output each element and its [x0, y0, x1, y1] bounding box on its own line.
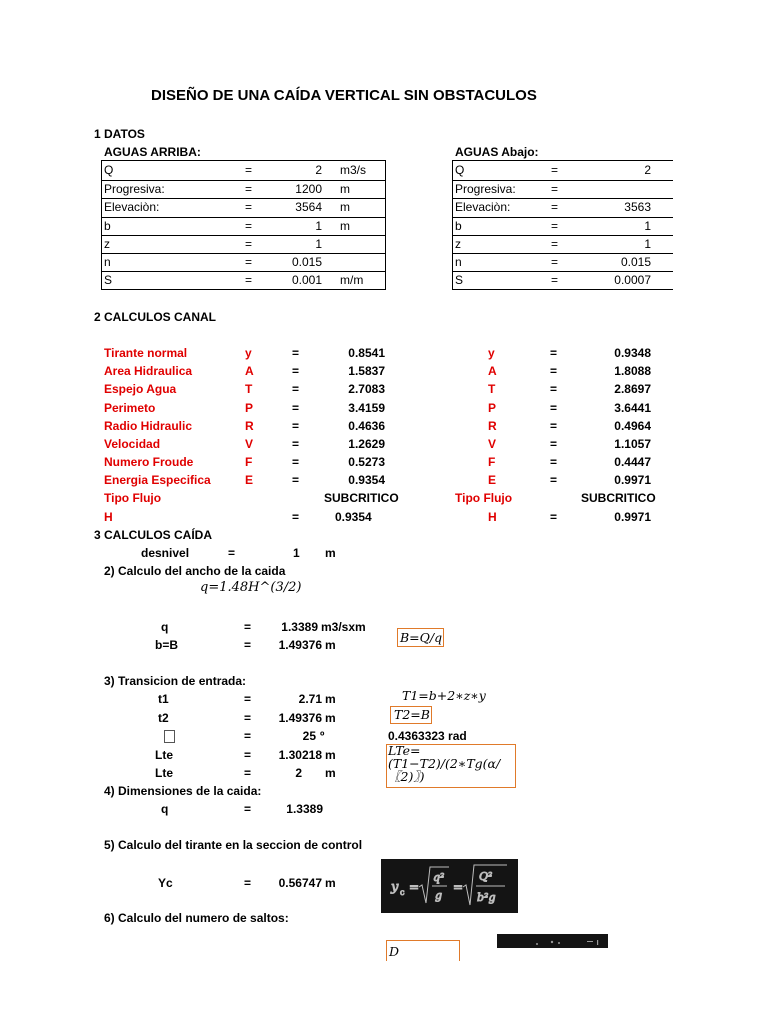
q4-value: 1.3389 — [286, 802, 323, 816]
calc-equals-abajo: = — [550, 346, 558, 360]
svg-text:=: = — [453, 880, 464, 894]
row-equals: = — [245, 163, 253, 177]
h-symbol-abajo: H — [488, 510, 497, 524]
svg-text:b²g: b²g — [477, 891, 496, 904]
calc-label: Radio Hidraulic — [104, 418, 193, 433]
row-label: Progresiva: — [104, 182, 165, 197]
q4-label: q — [161, 802, 169, 816]
row-value: 0.001 — [291, 273, 322, 288]
calc-equals: = — [292, 346, 300, 360]
svg-text:q²: q² — [433, 871, 445, 884]
t1-unit: m — [325, 692, 336, 706]
table-row — [102, 271, 385, 290]
calc-equals: = — [292, 455, 300, 470]
t1-equals: = — [244, 692, 252, 706]
calc-symbol: V — [245, 437, 254, 451]
row-value: 2 — [315, 163, 322, 177]
desnivel-equals: = — [228, 546, 236, 560]
formula-q: q=1.48H^(3/2) — [200, 580, 302, 595]
row-label: Elevaciòn: — [104, 200, 160, 215]
h-value-abajo: 0.9971 — [614, 510, 651, 524]
formula-lte-line3: 〖2)〗) — [388, 769, 425, 784]
section-2-heading: 2 CALCULOS CANAL — [94, 310, 216, 324]
row-label: S — [455, 273, 464, 288]
calc-symbol: P — [245, 400, 254, 415]
calc-value: 0.5273 — [348, 455, 385, 470]
row-label: n — [104, 255, 111, 269]
calc-symbol: E — [245, 473, 254, 488]
row-equals: = — [551, 182, 559, 197]
calc-value: 1.2629 — [348, 437, 385, 451]
calc-equals-abajo: = — [550, 437, 558, 451]
yc-unit: m — [325, 876, 336, 890]
calc-label: Numero Froude — [104, 455, 194, 470]
calc-symbol-abajo: V — [488, 437, 497, 451]
calc-label: Perimeto — [104, 400, 156, 415]
saltos-formula-box — [386, 940, 460, 961]
q4-equals: = — [244, 802, 252, 816]
formula-t2-box — [390, 706, 432, 724]
t2-unit: m — [325, 711, 336, 725]
formula-b-box — [397, 628, 444, 647]
calc-value-abajo: 2.8697 — [614, 382, 651, 397]
row-label: Q — [455, 163, 465, 177]
calc-value-abajo: 1.8088 — [614, 364, 651, 379]
row-equals: = — [551, 163, 559, 177]
desnivel-value: 1 — [293, 546, 300, 560]
lte2-value: 2 — [295, 766, 302, 780]
row-equals: = — [551, 200, 559, 215]
formula-t2: T2=B — [394, 707, 430, 722]
tipo-flujo-label-abajo: Tipo Flujo — [455, 491, 513, 505]
aguas-arriba-heading: AGUAS ARRIBA: — [104, 145, 201, 159]
calc-equals: = — [292, 364, 300, 379]
svg-text:=: = — [409, 880, 420, 894]
h-value: 0.9354 — [335, 510, 372, 524]
saltos-formula-partial: D — [389, 944, 400, 959]
row-label: z — [455, 236, 461, 251]
section-3-heading: 3 CALCULOS CAÍDA — [94, 528, 213, 542]
table-row — [453, 198, 673, 217]
calc-symbol: R — [245, 418, 254, 433]
page-title: DISEÑO DE UNA CAÍDA VERTICAL SIN OBSTACULOS — [151, 87, 537, 104]
row-equals: = — [245, 182, 253, 197]
calc-value: 1.5837 — [348, 364, 385, 379]
lte1-value: 1.30218 — [278, 748, 322, 762]
t2-equals: = — [244, 711, 252, 725]
sub2-heading: 2) Calculo del ancho de la caida — [104, 564, 286, 578]
table-row — [453, 253, 673, 272]
svg-text:Q²: Q² — [479, 870, 493, 883]
row-equals: = — [551, 218, 559, 233]
row-value: 1 — [644, 218, 651, 233]
b-unit: m — [325, 638, 336, 652]
calc-equals-abajo: = — [550, 400, 558, 415]
calc-symbol: T — [245, 382, 253, 397]
row-equals: = — [551, 273, 559, 288]
alpha-unit: º — [320, 729, 325, 743]
alpha-equals: = — [244, 729, 252, 743]
sub6-heading: 6) Calculo del numero de saltos: — [104, 911, 289, 925]
svg-text:g: g — [435, 889, 443, 902]
formula-lte-line2: (T1−T2)/(2∗Tg(α/ — [388, 756, 501, 771]
row-label: b — [104, 218, 111, 233]
calc-equals-abajo: = — [550, 364, 558, 379]
calc-value-abajo: 1.1057 — [614, 437, 651, 451]
yc-formula-image — [381, 859, 518, 913]
row-value: 1 — [315, 218, 322, 233]
calc-symbol: F — [245, 455, 253, 470]
b-equals: = — [244, 638, 252, 652]
calc-equals-abajo: = — [550, 418, 558, 433]
t2-label: t2 — [158, 711, 169, 725]
row-equals: = — [245, 273, 253, 288]
row-unit: m — [340, 182, 350, 197]
calc-equals-abajo: = — [550, 455, 558, 470]
table-row — [453, 162, 673, 180]
h-equals-abajo: = — [550, 510, 558, 524]
calc-symbol-abajo: P — [488, 400, 497, 415]
row-value: 0.015 — [620, 255, 651, 269]
formula-lte-box — [386, 744, 516, 788]
calc-label: Energia Especifica — [104, 473, 211, 488]
calc-symbol-abajo: A — [488, 364, 497, 379]
table-row — [102, 217, 385, 236]
calc-equals: = — [292, 418, 300, 433]
calc-value: 0.4636 — [348, 418, 385, 433]
sub3-heading: 3) Transicion de entrada: — [104, 674, 247, 688]
row-equals: = — [245, 200, 253, 215]
row-equals: = — [551, 236, 559, 251]
missing-glyph-icon — [164, 730, 175, 743]
calc-symbol: A — [245, 364, 254, 379]
q-label: q — [161, 620, 169, 634]
row-unit: m — [340, 218, 350, 233]
row-equals: = — [245, 236, 253, 251]
calc-equals-abajo: = — [550, 382, 558, 397]
b-value: 1.49376 — [278, 638, 322, 652]
table-row — [102, 253, 385, 272]
formula-b: B=Q/q — [400, 630, 443, 645]
lte2-unit: m — [325, 766, 336, 780]
calc-value-abajo: 3.6441 — [614, 400, 651, 415]
row-value: 0.015 — [291, 255, 322, 269]
calc-symbol: y — [245, 346, 252, 360]
row-value: 3563 — [624, 200, 651, 215]
q-equals: = — [244, 620, 252, 634]
row-equals: = — [551, 255, 559, 269]
calc-label: Tirante normal — [104, 346, 188, 360]
calc-value: 2.7083 — [348, 382, 385, 397]
calc-label: Area Hidraulica — [104, 364, 193, 379]
b-label: b=B — [155, 638, 179, 652]
alpha-radians: 0.4363323 rad — [388, 729, 467, 743]
section-1-heading: 1 DATOS — [94, 127, 145, 141]
h-label: H — [104, 510, 113, 524]
table-row — [102, 198, 385, 217]
row-equals: = — [245, 218, 253, 233]
calc-symbol-abajo: E — [488, 473, 497, 488]
calc-equals-abajo: = — [550, 473, 558, 488]
row-value: 0.0007 — [614, 273, 651, 288]
lte1-unit: m — [325, 748, 336, 762]
yc-value: 0.56747 — [278, 876, 322, 890]
t1-label: t1 — [158, 692, 169, 706]
calc-symbol-abajo: F — [488, 455, 496, 470]
row-label: Elevaciòn: — [455, 200, 511, 215]
table-row — [453, 217, 673, 236]
table-row — [102, 180, 385, 199]
row-value: 1200 — [295, 182, 322, 197]
desnivel-label: desnivel — [141, 546, 190, 560]
calc-value-abajo: 0.4447 — [614, 455, 651, 470]
table-row — [102, 162, 385, 180]
table-row — [453, 180, 673, 199]
sub4-heading: 4) Dimensiones de la caida: — [104, 784, 262, 798]
row-label: S — [104, 273, 113, 288]
saltos-formula-image — [497, 934, 608, 948]
sub5-heading: 5) Calculo del tirante en la seccion de control — [104, 838, 363, 852]
calc-equals: = — [292, 437, 300, 451]
row-label: Q — [104, 163, 114, 177]
row-equals: = — [245, 255, 253, 269]
calc-symbol-abajo: R — [488, 418, 497, 433]
calc-value: 0.8541 — [348, 346, 385, 360]
yc-label: Yc — [158, 876, 173, 890]
row-value: 2 — [644, 163, 651, 177]
t1-value: 2.71 — [298, 692, 322, 706]
row-label: Progresiva: — [455, 182, 516, 197]
calc-value-abajo: 0.9971 — [614, 473, 651, 488]
lte2-label: Lte — [155, 766, 173, 780]
tipo-flujo-label: Tipo Flujo — [104, 491, 162, 505]
table-row — [102, 235, 385, 254]
calc-equals: = — [292, 400, 300, 415]
table-row — [453, 235, 673, 254]
row-value: 1 — [644, 236, 651, 251]
formula-t1: T1=b+2∗z∗y — [402, 688, 486, 703]
t2-value: 1.49376 — [278, 711, 322, 725]
row-unit: m3/s — [340, 163, 367, 177]
aguas-abajo-table — [452, 160, 673, 290]
lte1-equals: = — [244, 748, 252, 762]
aguas-abajo-heading: AGUAS Abajo: — [455, 145, 539, 159]
yc-equals: = — [244, 876, 252, 890]
calc-symbol-abajo: y — [488, 346, 495, 360]
row-unit: m/m — [340, 273, 364, 288]
row-label: b — [455, 218, 462, 233]
q-value: 1.3389 — [281, 620, 318, 634]
calc-value-abajo: 0.9348 — [614, 346, 651, 360]
calc-equals: = — [292, 382, 300, 397]
svg-text:c: c — [400, 888, 405, 897]
row-label: z — [104, 236, 110, 251]
calc-symbol-abajo: T — [488, 382, 496, 397]
q-unit: m3/sxm — [321, 620, 366, 634]
tipo-flujo-value: SUBCRITICO — [324, 491, 399, 505]
formula-lte-line1: LTe= — [388, 743, 421, 758]
h-equals: = — [292, 510, 300, 524]
calc-equals: = — [292, 473, 300, 488]
row-value: 1 — [315, 236, 322, 251]
aguas-arriba-table — [101, 160, 386, 290]
lte1-label: Lte — [155, 748, 173, 762]
row-unit: m — [340, 200, 350, 215]
calc-label: Velocidad — [104, 437, 161, 451]
calc-value-abajo: 0.4964 — [614, 418, 651, 433]
calc-label: Espejo Agua — [104, 382, 177, 397]
calc-value: 0.9354 — [348, 473, 385, 488]
calc-value: 3.4159 — [348, 400, 385, 415]
row-label: n — [455, 255, 462, 269]
tipo-flujo-value-abajo: SUBCRITICO — [581, 491, 656, 505]
desnivel-unit: m — [325, 546, 336, 560]
table-row — [453, 271, 673, 290]
row-value: 3564 — [295, 200, 322, 215]
lte2-equals: = — [244, 766, 252, 780]
svg-text:y: y — [391, 880, 399, 895]
alpha-value: 25 — [302, 729, 316, 743]
